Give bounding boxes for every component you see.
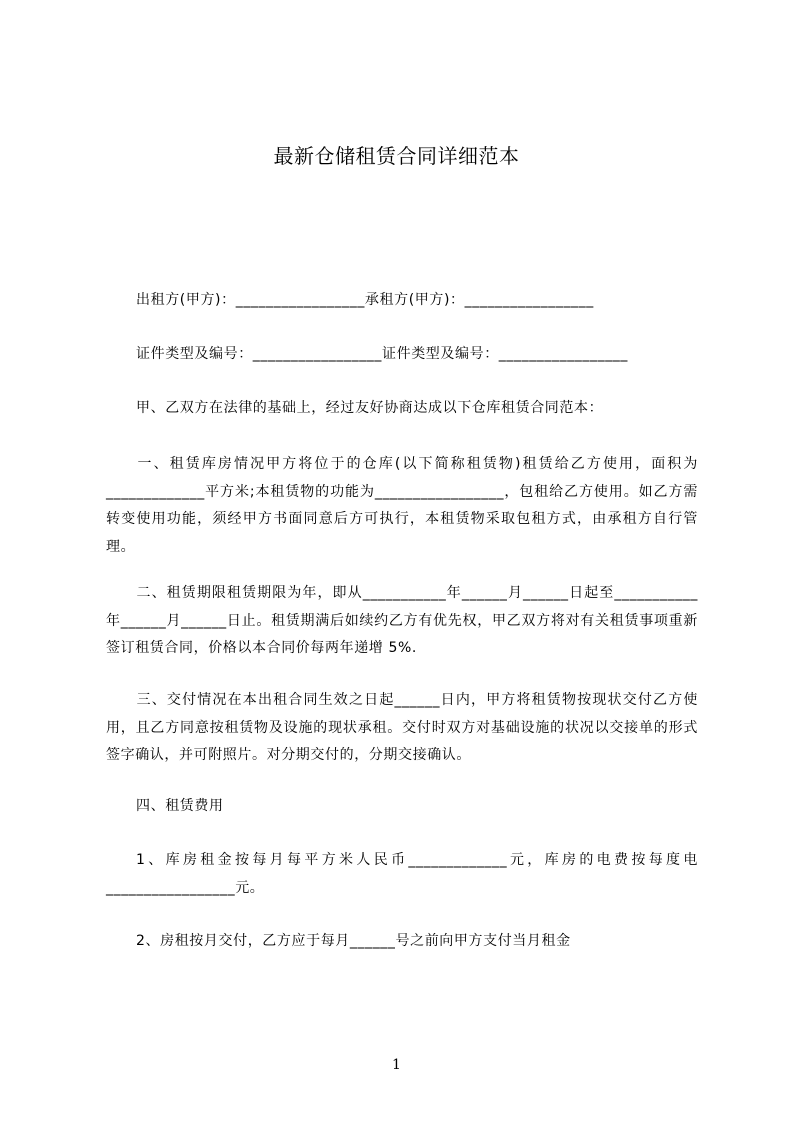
rent-item-2-paragraph: 2、房租按月交付，乙方应于每月______号之前向甲方支付当月租金	[136, 933, 571, 949]
section-3-text: 三、交付情况在本出租合同生效之日起______日内，甲方将租赁物按现状交付乙方使用，且乙方同意按租赁物及设施的现状承租。交付时双方对基础设施的状况以交接单的形式签字确认，并可附照片。对分期交付的，分期交接确认。	[106, 692, 698, 763]
section-2-text: 二、租赁期限租赁期限为年，即从___________年______月______日起至___________年______月______日止。租赁期满后如续约乙方有优先权，甲乙双方将对有关租赁事项重新签订租赁合同，价格以本合同价每两年递增 5%.	[106, 585, 698, 656]
section-1-paragraph	[106, 451, 698, 561]
rent-item-1-paragraph	[106, 847, 698, 902]
parties-line: 出租方(甲方)：_________________承租方(甲方)：_________________	[136, 292, 594, 308]
section-3-paragraph	[106, 687, 698, 770]
section-1-text: 一、租赁库房情况甲方将位于的仓库(以下简称租赁物)租赁给乙方使用，面积为_____________平方米;本租赁物的功能为_________________，包租给乙方使用。如乙方需转变使用功能，须经甲方书面同意后方可执行，本租赁物采取包租方式，由承租方自行管理。	[106, 456, 698, 555]
section-2-paragraph	[106, 580, 698, 663]
id-type-line: 证件类型及编号：_________________证件类型及编号：_________________	[136, 346, 628, 362]
section-4-heading: 四、租赁费用	[136, 798, 224, 814]
rent-item-1-text: 1、库房租金按每月每平方米人民币_____________元，库房的电费按每度电_________________元。	[106, 852, 698, 896]
document-title: 最新仓储租赁合同详细范本	[273, 144, 520, 168]
intro-paragraph: 甲、乙双方在法律的基础上，经过友好协商达成以下仓库租赁合同范本：	[136, 400, 604, 416]
page-number: 1	[392, 1057, 401, 1073]
